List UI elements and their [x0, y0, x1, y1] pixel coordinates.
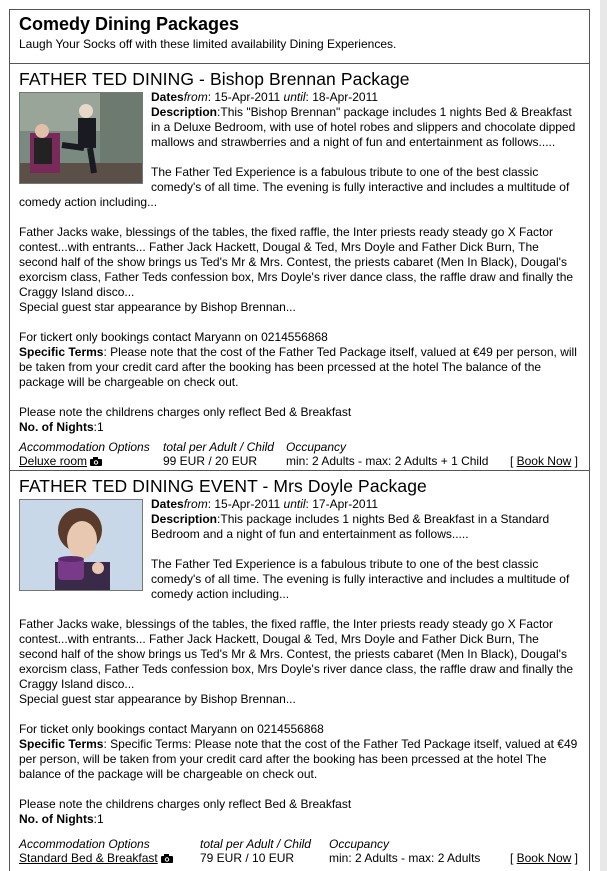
from-label: from [183, 90, 208, 104]
col-total-header: total per Adult / Child [163, 440, 274, 454]
until-label: until [283, 90, 306, 104]
experience-text: The Father Ted Experience is a fabulous tribute to one of the best classic comedy's of all time. The evening is fully interactive and includes a multitude of comedy action including... [19, 165, 570, 209]
nights-label: No. of Nights [19, 420, 94, 434]
col-accommodation-header: Accommodation Options [19, 837, 150, 851]
guest-star-text: Special guest star appearance by Bishop Brennan... [19, 692, 296, 706]
package-photo-mrs-doyle [19, 499, 143, 591]
package-description: This "Bishop Brennan" package includes 1 nights Bed & Breakfast in a Deluxe Bedroom, with use of hotel robes and slippers and chocolate dipped mallows and strawberries and a night of fun and entertainment as follows..... [151, 105, 576, 149]
specific-terms-label: Specific Terms [19, 737, 104, 751]
room-link-deluxe[interactable]: Deluxe room [19, 454, 88, 468]
col-total-header: total per Adult / Child [200, 837, 311, 851]
dates-label: Dates [151, 497, 184, 511]
price-value: 79 EUR / 10 EUR [200, 851, 295, 865]
page-subtitle: Laugh Your Socks off with these limited availability Dining Experiences. [19, 37, 397, 51]
col-occupancy-header: Occupancy [329, 837, 390, 851]
room-link-standard[interactable]: Standard Bed & Breakfast [19, 851, 158, 865]
date-from: 15-Apr-2011 [214, 90, 281, 104]
section-header [10, 10, 589, 64]
page-scrollbar-track [600, 0, 607, 871]
date-until: 18-Apr-2011 [312, 90, 379, 104]
terms-text: : Specific Terms: Please note that the cost of the Father Ted Package itself, valued at €49 per person, will be taken from your credit card after the booking has been prcessed at the hotel The balance of the package will be chargeable on check out. [19, 737, 578, 781]
camera-icon[interactable] [90, 457, 102, 466]
price-value: 99 EUR / 20 EUR [163, 454, 258, 468]
nights-value: :1 [93, 420, 104, 434]
until-label: until [283, 497, 306, 511]
col-occupancy-header: Occupancy [286, 440, 347, 454]
package-photo-bishop-kick [19, 92, 143, 184]
accommodation-options-row [19, 440, 580, 470]
show-details-text: Father Jacks wake, blessings of the tables, the fixed raffle, the Inter priests ready steady go X Factor contest...with entrants... Father Jack Hackett, Dougal & Ted, Mrs Doyle and Father Dick Burn, The second half of the show brings us Ted's Mr & Mrs. Contest, the priests cabaret (Men In Black), Dougal's exorcism class, Father Teds confession box, Mrs Doyle's river dance class, the raffle draw and finally the Craggy Island disco... [19, 617, 574, 691]
page-title: Comedy Dining Packages [19, 14, 240, 34]
contact-text: For tickert only bookings contact Maryann on 0214556868 [19, 330, 328, 344]
description-label: Description [151, 105, 218, 119]
from-label: from [183, 497, 208, 511]
show-details-text: Father Jacks wake, blessings of the tables, the fixed raffle, the Inter priests ready steady go X Factor contest...with entrants... Father Jack Hackett, Dougal & Ted, Mrs Doyle and Father Dick Burn, The second half of the show brings us Ted's Mr & Mrs. Contest, the priests cabaret (Men In Black), Dougal's exorcism class, Father Teds confession box, Mrs Doyle's river dance class, the raffle draw and finally the Craggy Island disco... [19, 225, 574, 299]
terms-text: : Please note that the cost of the Father Ted Package itself, valued at €49 per person, will be taken from your credit card after the booking has been prcessed at the hotel The balance of the package will be chargeable on check out. [19, 345, 577, 389]
specific-terms-label: Specific Terms [19, 345, 104, 359]
occupancy-value: min: 2 Adults - max: 2 Adults [329, 851, 481, 865]
package-title: FATHER TED DINING EVENT - Mrs Doyle Package [19, 476, 427, 496]
date-until: 17-Apr-2011 [312, 497, 379, 511]
packages-panel [9, 9, 590, 871]
accommodation-options-row [19, 837, 580, 867]
children-note: Please note the childrens charges only reflect Bed & Breakfast [19, 405, 352, 419]
experience-text: The Father Ted Experience is a fabulous tribute to one of the best classic comedy's of all time. The evening is fully interactive and includes a multitude of comedy action including... [151, 557, 570, 601]
book-now-button[interactable]: Book Now [516, 454, 572, 468]
occupancy-value: min: 2 Adults - max: 2 Adults + 1 Child [286, 454, 489, 468]
col-accommodation-header: Accommodation Options [19, 440, 150, 454]
description-label: Description [151, 512, 218, 526]
package-card-mrs-doyle: FATHER TED DINING EVENT - Mrs Doyle Package Datesfrom: 15-Apr-2011 until: 17-Apr-2011 Description:This package includes 1 nights Bed & Breakfast in a Standard Bedroom and a night of fun and entertainment as follows..... The Father Ted Experience is a fabulous tribute to one of the best classic comedy's of all time. The evening is fully interactive and includes a multitude of comedy action including... Father Jacks wake, blessings of the tables, the fixed raffle, the Inter priests ready steady go X Factor contest...with entrants... Father Jack Hackett, Dougal & Ted, Mrs Doyle and Father Dick Burn, The second half of the show brings us Ted's Mr & Mrs. Contest, the priests cabaret (Men In Black), Dougal's exorcism class, Father Teds confession box, Mrs Doyle's river dance class, the raffle draw and finally the Craggy Island disco... Special guest star appearance by Bishop Brennan... For ticket only bookings contact Maryann on 0214556868 Specific Terms: Specific Terms: Please note that the cost of the Father Ted Package itself, valued at €49 per person, will be taken from your credit card after the booking has been prcessed at the hotel The balance of the package will be chargeable on check out. Please note the childrens charges only reflect Bed & Breakfast No. of Nights:1 Accommodation Options Standard Bed & Breakfast total per Adult / Child 79 EUR / 10 EUR Occupancy min: 2 Adults - max: 2 Adults [ Book Now ] [19, 476, 578, 865]
camera-icon[interactable] [161, 854, 173, 863]
nights-value: :1 [93, 812, 104, 826]
nights-label: No. of Nights [19, 812, 94, 826]
date-from: 15-Apr-2011 [214, 497, 281, 511]
package-title: FATHER TED DINING - Bishop Brennan Package [19, 69, 410, 89]
book-now-wrapper: [ Book Now ] [509, 851, 578, 865]
package-description: This package includes 1 nights Bed & Breakfast in a Standard Bedroom and a night of fun and entertainment as follows..... [151, 512, 550, 541]
package-card-bishop-brennan: FATHER TED DINING - Bishop Brennan Package Datesfrom: 15-Apr-2011 until: 18-Apr-2011 Description:This "Bishop Brennan" package includes 1 nights Bed & Breakfast in a Deluxe Bedroom, with use of hotel robes and slippers and chocolate dipped mallows and strawberries and a night of fun and entertainment as follows..... The Father Ted Experience is a fabulous tribute to one of the best classic comedy's of all time. The evening is fully interactive and includes a multitude of comedy action including... Father Jacks wake, blessings of the tables, the fixed raffle, the Inter priests ready steady go X Factor contest...with entrants... Father Jack Hackett, Dougal & Ted, Mrs Doyle and Father Dick Burn, The second half of the show brings us Ted's Mr & Mrs. Contest, the priests cabaret (Men In Black), Dougal's exorcism class, Father Teds confession box, Mrs Doyle's river dance class, the raffle draw and finally the Craggy Island disco... Special guest star appearance by Bishop Brennan... For tickert only bookings contact Maryann on 0214556868 Specific Terms: Please note that the cost of the Father Ted Package itself, valued at €49 per person, will be taken from your credit card after the booking has been prcessed at the hotel The balance of the package will be chargeable on check out. Please note the childrens charges only reflect Bed & Breakfast No. of Nights:1 Accommodation Options Deluxe room total per Adult / Child 99 EUR / 20 EUR Occupancy min: 2 Adults - max: 2 Adults + 1 Child [ Book Now ] [10, 64, 589, 471]
children-note: Please note the childrens charges only reflect Bed & Breakfast [19, 797, 352, 811]
guest-star-text: Special guest star appearance by Bishop Brennan... [19, 300, 296, 314]
contact-text: For ticket only bookings contact Maryann on 0214556868 [19, 722, 324, 736]
dates-label: Dates [151, 90, 184, 104]
book-now-wrapper: [ Book Now ] [509, 454, 578, 468]
book-now-button[interactable]: Book Now [516, 851, 572, 865]
